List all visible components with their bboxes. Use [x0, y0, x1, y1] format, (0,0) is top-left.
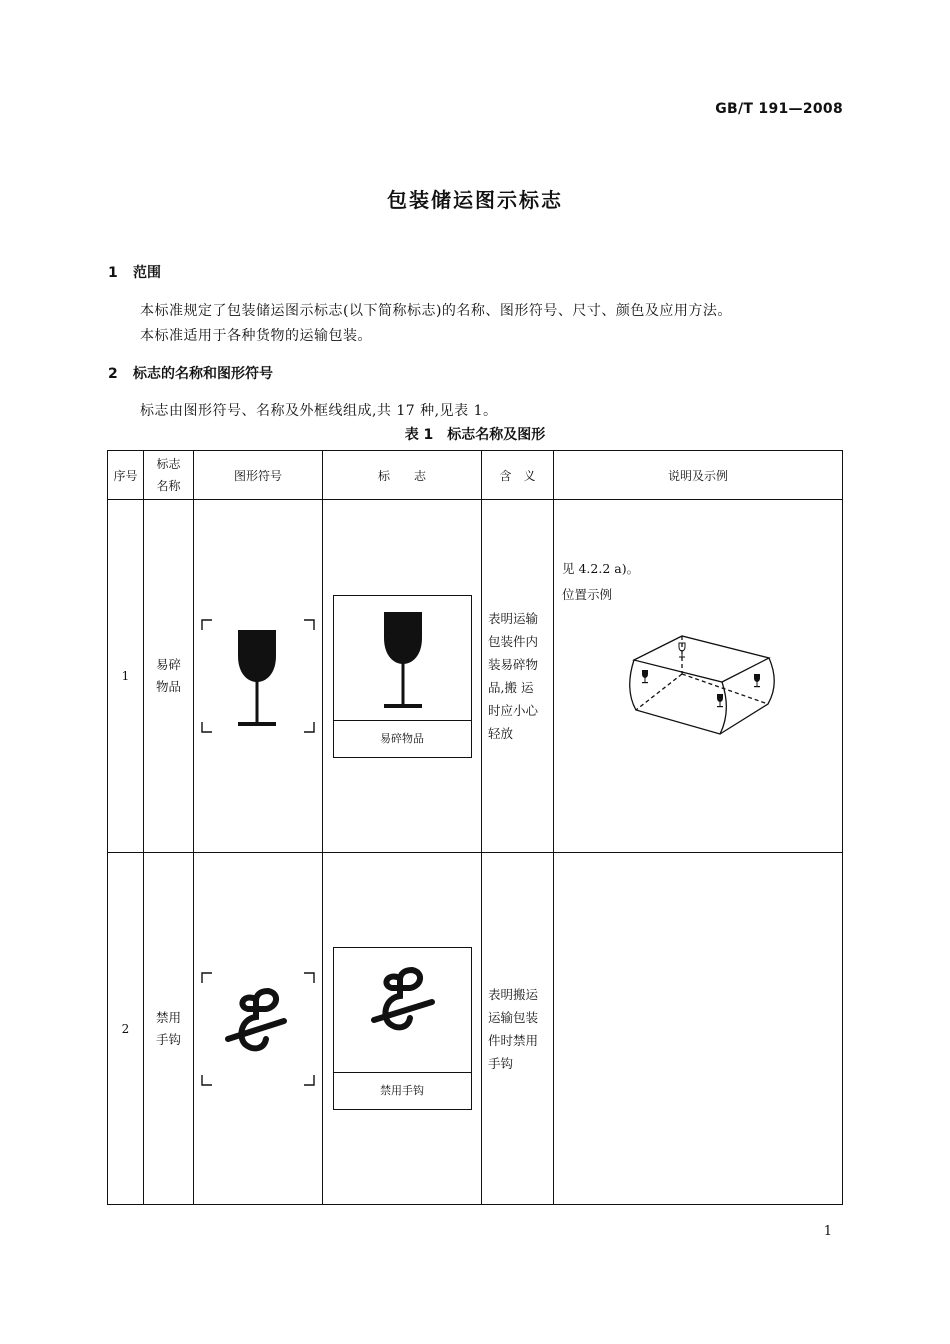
- row-symbol: [194, 853, 323, 1205]
- paragraph: 标志由图形符号、名称及外框线组成,共 17 种,见表 1。: [140, 403, 498, 419]
- row-meaning: 表明搬运 运输包装 件时禁用 手钩: [482, 853, 554, 1205]
- section-number: 1: [108, 265, 118, 281]
- standard-code: GB/T 191—2008: [715, 101, 843, 117]
- page-title: 包装储运图示标志: [387, 188, 563, 212]
- header-mark: 标 志: [323, 451, 482, 500]
- table-row: [108, 853, 843, 1205]
- row-no: 1: [108, 500, 144, 853]
- header-no: 序号: [108, 451, 144, 500]
- table-caption: 表 1 标志名称及图形: [404, 427, 546, 443]
- section-2-heading: [108, 363, 273, 383]
- marks-table: [107, 450, 843, 1205]
- mark-label-box: [333, 947, 472, 1110]
- header-meaning: 含 义: [482, 451, 554, 500]
- box-position-example-diagram: [624, 630, 784, 740]
- section-1-heading: [108, 262, 161, 282]
- row-name: 易碎 物品: [144, 500, 194, 853]
- mark-caption: 易碎物品: [380, 731, 424, 745]
- row-mark: [323, 500, 482, 853]
- table-row: [108, 500, 843, 853]
- header-symbol: 图形符号: [194, 451, 323, 500]
- mark-label-box: [333, 595, 472, 758]
- fragile-glass-icon: [334, 596, 471, 720]
- section-title: 标志的名称和图形符号: [133, 366, 273, 382]
- no-hand-hook-icon: [198, 969, 318, 1089]
- row-no: 2: [108, 853, 144, 1205]
- row-meaning: 表明运输 包装件内 装易碎物 品,搬 运 时应小心 轻放: [482, 500, 554, 853]
- header-name: 标志 名称: [144, 451, 194, 500]
- row-symbol: [194, 500, 323, 853]
- row-name: 禁用 手钩: [144, 853, 194, 1205]
- page-number: 1: [823, 1224, 832, 1239]
- row-explain: [554, 853, 843, 1205]
- section-title: 范围: [133, 265, 161, 281]
- row-explain: 见 4.2.2 a)。 位置示例: [554, 500, 843, 853]
- section-number: 2: [108, 366, 118, 382]
- paragraph: 本标准适用于各种货物的运输包装。: [140, 328, 372, 344]
- no-hand-hook-icon: [334, 948, 471, 1072]
- fragile-glass-icon: [198, 616, 318, 736]
- row-mark: [323, 853, 482, 1205]
- table-header-row: [108, 451, 843, 500]
- header-explain: 说明及示例: [554, 451, 843, 500]
- mark-caption: 禁用手钩: [380, 1084, 424, 1097]
- paragraph: 本标准规定了包装储运图示标志(以下简称标志)的名称、图形符号、尺寸、颜色及应用方法。: [140, 303, 732, 319]
